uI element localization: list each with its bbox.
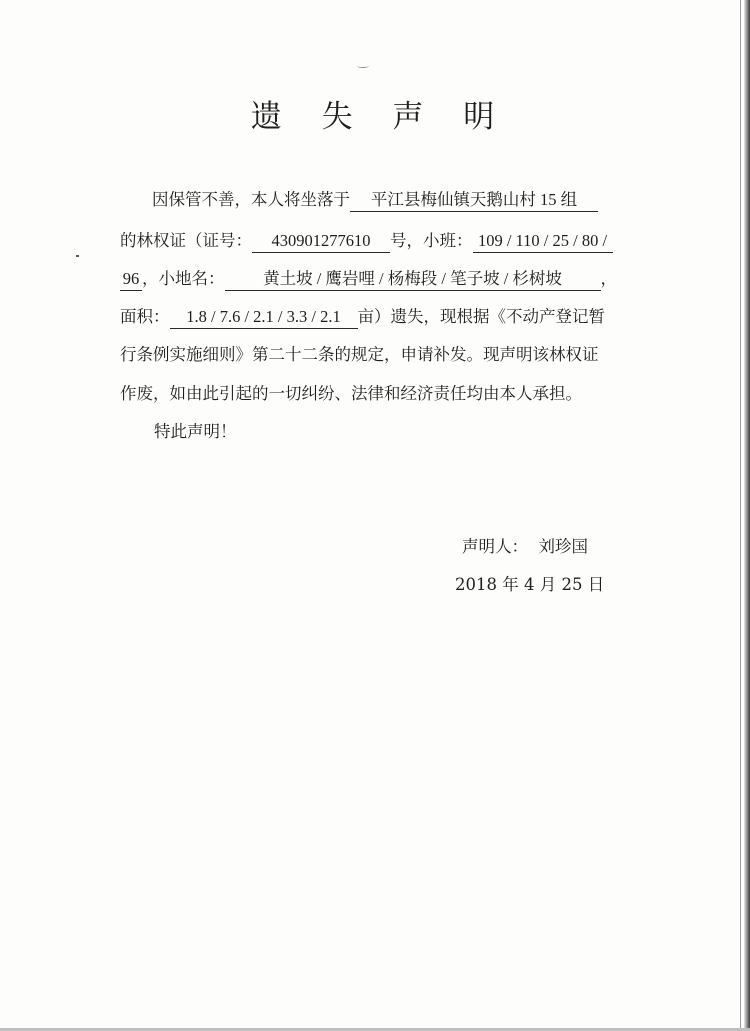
signature-date: 2018 年 4 月 25 日 — [455, 575, 605, 594]
body-line-5: 行条例实施细则》第二十二条的规定，申请补发。现声明该林权证 — [120, 345, 599, 364]
body-text: ， — [600, 269, 617, 288]
subplot-field-continued: 96 — [120, 268, 142, 291]
body-text: 面积： — [120, 307, 170, 326]
body-text: 因保管不善，本人将坐落于 — [152, 190, 350, 209]
body-text: 亩）遗失，现根据《不动产登记暂 — [357, 307, 605, 326]
body-text: 的林权证（证号： — [120, 231, 252, 250]
scan-dot — [76, 255, 79, 257]
place-names-field: 黄土坡 / 鹰岩哩 / 杨梅段 / 笔子坡 / 杉树坡 — [225, 268, 601, 291]
body-line-1 — [152, 188, 598, 212]
scan-mark — [357, 64, 369, 68]
signature-label: 声明人： — [462, 537, 528, 556]
body-line-4 — [120, 305, 605, 329]
location-field: 平江县梅仙镇天鹅山村 15 组 — [350, 189, 598, 212]
certificate-number-field: 430901277610 — [252, 230, 390, 253]
closing-line: 特此声明！ — [154, 422, 237, 441]
body-line-2 — [120, 229, 613, 253]
body-text: 号，小班： — [390, 231, 473, 250]
document-title: 遗 失 声 明 — [250, 99, 510, 135]
signature-name: 刘珍国 — [538, 537, 588, 556]
area-field: 1.8 / 7.6 / 2.1 / 3.3 / 2.1 — [170, 306, 358, 329]
scan-edge-line — [740, 0, 741, 1031]
body-line-6: 作废，如由此引起的一切纠纷、法律和经济责任均由本人承担。 — [120, 384, 582, 403]
subplot-field: 109 / 110 / 25 / 80 / — [473, 230, 613, 253]
body-text: ，小地名： — [142, 269, 225, 288]
body-line-3 — [120, 267, 617, 291]
scan-edge-right — [744, 0, 750, 1031]
signature-line — [462, 535, 588, 559]
